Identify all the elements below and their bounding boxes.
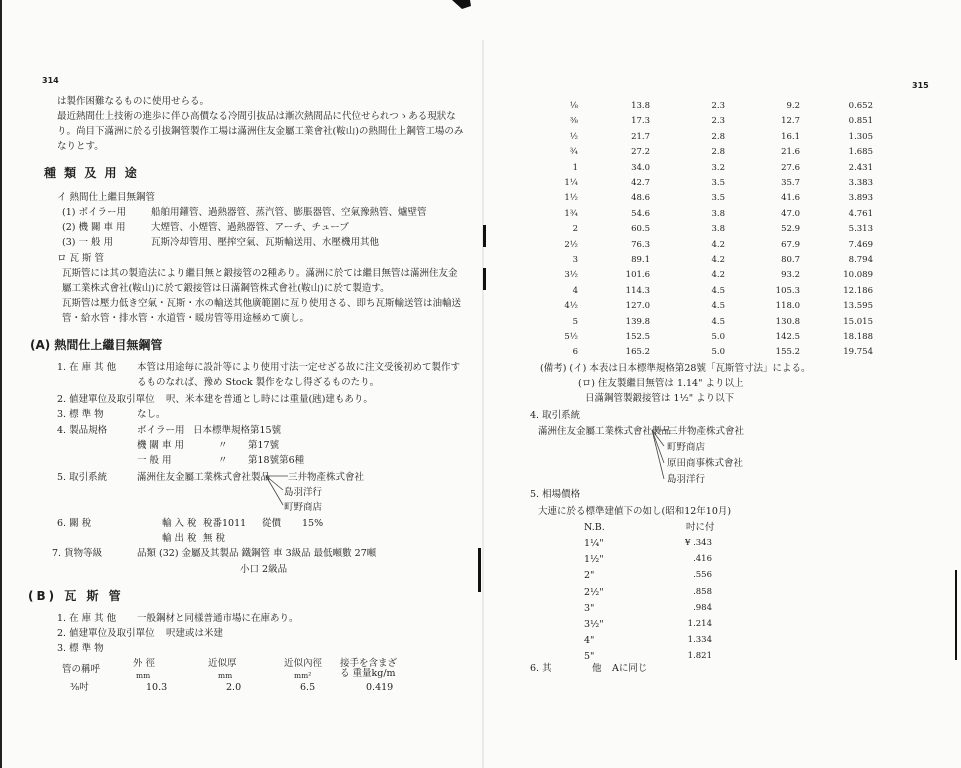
weight-cell: 0.851 [848,116,873,126]
size-cell: 5½ [564,332,578,342]
tariff-cell: 無 稅 [203,533,226,544]
thickness-cell: 2.8 [711,147,725,157]
item-label: 5. 取引系統 [57,472,108,483]
price-value: .858 [693,587,712,597]
thickness-cell: 4.2 [711,240,725,250]
table-cell: 2.0 [226,682,242,693]
thickness-cell: 3.2 [711,163,725,173]
ditto-mark: 〃 [218,440,228,451]
weight-cell: 19.754 [843,347,873,357]
item-label: 3. 標 準 物 [57,643,104,654]
item-text: 本管は用途毎に設計等により使用寸法一定せざる故に注文受後初めて製作す [137,362,461,373]
outer-diameter-cell: 101.6 [625,270,650,280]
size-cell: 1¾ [564,209,578,219]
item-label: 3. 標 準 物 [57,409,104,420]
inner-diameter-cell: 12.7 [781,116,800,126]
tariff-cell: 從價 [262,518,282,529]
weight-cell: 5.313 [848,224,873,234]
note-line: 日滿鋼管製鍛接管は 1½" より以下 [585,393,735,404]
outer-diameter-cell: 114.3 [625,286,650,296]
thickness-cell: 4.2 [711,270,725,280]
item-text: 一般鋼材と同樣普通市場に在庫あり。 [137,613,299,624]
thickness-cell: 5.0 [711,332,725,342]
page-number-right: 315 [912,81,929,90]
tariff-cell: 15% [302,518,324,529]
table-header-unit: mm² [294,671,312,680]
tariff-cell: 輸 出 稅 [162,533,197,544]
thickness-cell: 3.5 [711,178,725,188]
table-cell: 10.3 [146,682,168,693]
size-cell: 1½ [564,193,578,203]
spec-key: ボイラー用 [137,425,185,436]
item-label: 5. 相場價格 [530,489,581,500]
use-text: 瓦斯冷却管用、壓搾空氣、瓦斯輸送用、水壓機用其他 [151,237,380,248]
dealer-source: 滿洲住友金屬工業株式會社製品 [538,426,672,437]
weight-cell: 15.015 [843,317,873,327]
size-cell: ¾ [569,147,578,157]
inner-diameter-cell: 105.3 [775,286,800,296]
use-text: 大煙管、小煙管、過熱器管、アーチ、チューブ [151,222,349,233]
item-text: 呎、米本建を普通とし時には重量(瓲)建もあり。 [166,394,373,405]
price-intro: 大連に於る標準建値下の如し(昭和12年10月) [538,506,732,517]
price-size: 1¼" [584,538,604,549]
subsection-heading: ロ 瓦 斯 管 [57,253,105,264]
use-label: (2) 機 關 車 用 [62,222,126,233]
weight-cell: 7.469 [848,240,873,250]
gas-text: 管・給水管・排水管・水道管・暖房管等用途極めて廣し。 [62,313,310,324]
page-number-left: 314 [42,76,59,85]
outer-diameter-cell: 139.8 [625,317,650,327]
table-header: 近似內徑 [284,658,323,669]
inner-diameter-cell: 21.6 [781,147,800,157]
weight-cell: 10.089 [843,270,873,280]
outer-diameter-cell: 34.0 [631,163,650,173]
item-label: 他 [592,663,602,674]
margin-mark [483,225,486,247]
size-cell: 4½ [564,301,578,311]
dealer-name: 島羽洋行 [284,487,323,498]
inner-diameter-cell: 130.8 [775,317,800,327]
intro-line: 最近熱間仕上技術の進歩に伴ひ高價なる冷間引抜品は漸次熱間品に代位せられつゝある現狀な [57,111,456,122]
table-header: る 重量kg/m [340,668,396,679]
item-label: 4. 取引系統 [530,410,581,421]
tariff-cell: 輸 入 稅 [162,518,197,529]
dealer-name: 原田商事株式會社 [667,458,744,469]
gas-text: 瓦斯管は壓力低き空氣・瓦斯・水の輸送其他廣範圍に亙り使用さる、即ち瓦斯輸送管は油輸送 [62,298,462,309]
weight-cell: 1.685 [848,147,873,157]
inner-diameter-cell: 67.9 [781,240,800,250]
price-size: 4" [584,635,595,646]
outer-diameter-cell: 48.6 [631,193,650,203]
table-cell: 0.419 [366,682,394,693]
weight-cell: 3.893 [848,193,873,203]
thickness-cell: 4.5 [711,317,725,327]
section-b-title: (B) 瓦 斯 管 [28,589,124,603]
price-value: ¥ .343 [684,538,712,548]
margin-mark [483,268,486,290]
section-title: 種 類 及 用 途 [44,166,139,180]
thickness-cell: 3.8 [711,209,725,219]
outer-diameter-cell: 27.2 [631,147,650,157]
note-line: (備考) (イ) 本表は日本標準規格第28號「瓦斯管寸法」による。 [540,363,811,374]
weight-cell: 0.652 [848,101,873,111]
item-label: 6. 關 稅 [57,518,92,529]
outer-diameter-cell: 13.8 [631,101,650,111]
size-cell: 1¼ [564,178,578,188]
weight-cell: 2.431 [848,163,873,173]
weight-cell: 18.188 [843,332,873,342]
table-cell: ⅜吋 [70,682,89,693]
table-header-unit: mm [218,671,233,680]
size-cell: 2½ [564,240,578,250]
freight-class: 品類 (32) 金屬及其製品 鐵鋼管 車 3級品 最低噸數 27噸 [137,548,377,559]
use-text: 船舶用鑵管、過熱器管、蒸汽管、膨脹器管、空氣豫熱管、爐壁管 [151,207,427,218]
use-label: (1) ボイラー用 [62,207,126,218]
item-label: 2. 値建單位及取引單位 [57,628,155,639]
top-scan-mark [452,0,471,9]
item-label: 7. 貨物等級 [52,548,103,559]
thickness-cell: 2.3 [711,116,725,126]
outer-diameter-cell: 165.2 [625,347,650,357]
dealer-name: 島羽洋行 [667,474,706,485]
item-label: 6. 其 [530,663,552,674]
price-value: 1.334 [687,635,712,645]
intro-line: なりとす。 [57,141,104,152]
item-text: なし。 [137,409,166,420]
gas-text: 屬工業株式會社(鞍山)に於て鍛接管は日滿鋼管株式會社(鞍山)に於て製造す。 [62,283,390,294]
outer-diameter-cell: 17.3 [631,116,650,126]
inner-diameter-cell: 41.6 [781,193,800,203]
size-cell: 3½ [564,270,578,280]
thickness-cell: 4.2 [711,255,725,265]
price-value: .984 [693,603,712,613]
price-size: 3½" [584,619,604,630]
inner-diameter-cell: 80.7 [781,255,800,265]
price-value: 1.821 [687,651,712,661]
inner-diameter-cell: 9.2 [786,101,800,111]
inner-diameter-cell: 93.2 [781,270,800,280]
item-text: 呎建或は米建 [166,628,224,639]
weight-cell: 13.595 [843,301,873,311]
section-a-title: (A) 熱間仕上繼目無鋼管 [30,338,163,352]
outer-diameter-cell: 89.1 [631,255,650,265]
spec-value: 第17號 [248,440,280,451]
price-header: N.B. [584,522,605,533]
dealer-name: 三井物產株式會社 [668,426,745,437]
size-cell: 4 [572,286,578,296]
thickness-cell: 4.5 [711,286,725,296]
price-size: 1½" [584,554,604,565]
price-size: 3" [584,603,595,614]
weight-cell: 12.186 [843,286,873,296]
thickness-cell: 3.8 [711,224,725,234]
table-cell: 6.5 [300,682,316,693]
price-value: .556 [693,570,712,580]
size-cell: ⅛ [569,101,578,111]
subsection-heading: イ 熱間仕上繼目無鋼管 [57,192,156,203]
outer-diameter-cell: 76.3 [631,240,650,250]
gas-text: 瓦斯管には其の製造法により繼目無と鍛接管の2種あり。滿洲に於ては繼目無管は滿洲住友金 [62,268,458,279]
price-size: 2½" [584,587,604,598]
dealer-source: 滿洲住友金屬工業株式會社製品 [137,472,271,483]
dealer-name: 町野商店 [667,442,706,453]
size-cell: ½ [569,132,578,142]
size-cell: 3 [572,255,578,265]
outer-diameter-cell: 42.7 [631,178,650,188]
spec-value: 第18號第6種 [248,455,305,466]
thickness-cell: 4.5 [711,301,725,311]
thickness-cell: 3.5 [711,193,725,203]
outer-diameter-cell: 127.0 [625,301,650,311]
ditto-mark: 〃 [218,455,228,466]
margin-mark [478,548,481,592]
size-cell: 6 [572,347,578,357]
weight-cell: 1.305 [848,132,873,142]
table-header: 外 徑 [133,658,156,669]
inner-diameter-cell: 142.5 [775,332,800,342]
spec-key: 一 般 用 [137,455,172,466]
weight-cell: 3.383 [848,178,873,188]
thickness-cell: 2.8 [711,132,725,142]
price-value: .416 [693,554,712,564]
thickness-cell: 5.0 [711,347,725,357]
inner-diameter-cell: 35.7 [781,178,800,188]
table-header: 近似厚 [208,658,237,669]
size-cell: 1 [572,163,578,173]
inner-diameter-cell: 52.9 [781,224,800,234]
item-label: 2. 値建單位及取引單位 [57,394,155,405]
intro-line: り。尚目下滿洲に於る引拔鋼管製作工場は滿洲住友金屬工業會社(鞍山)の熱間仕上鋼管工場のみ [57,126,464,137]
outer-diameter-cell: 60.5 [631,224,650,234]
spec-value: 日本標準規格第15號 [193,425,282,436]
price-size: 2" [584,570,595,581]
freight-class: 小口 2級品 [240,564,288,575]
thickness-cell: 2.3 [711,101,725,111]
note-line: (ロ) 住友製繼目無管は 1.14" より以上 [578,378,744,389]
item-text: Aに同じ [612,663,648,674]
item-label: 4. 製品規格 [57,425,108,436]
weight-cell: 4.761 [848,209,873,219]
weight-cell: 8.794 [848,255,873,265]
use-label: (3) 一 般 用 [62,237,114,248]
inner-diameter-cell: 27.6 [781,163,800,173]
inner-diameter-cell: 155.2 [775,347,800,357]
tariff-cell: 稅番1011 [203,518,247,529]
item-text: るものなれば、豫め Stock 製作をなし得ざるものたり。 [137,377,380,388]
intro-line: は製作困難なるものに使用せらる。 [57,96,210,107]
outer-diameter-cell: 54.6 [631,209,650,219]
item-label: 1. 在 庫 其 他 [57,362,117,373]
table-header-unit: mm [136,671,151,680]
size-cell: 2 [572,224,578,234]
inner-diameter-cell: 16.1 [781,132,800,142]
dealer-name: 町野商店 [284,502,323,513]
price-header: 吋に付 [686,522,715,533]
size-cell: 5 [572,317,578,327]
outer-diameter-cell: 152.5 [625,332,650,342]
price-value: 1.214 [687,619,712,629]
inner-diameter-cell: 47.0 [781,209,800,219]
size-cell: ⅜ [569,116,578,126]
margin-mark [955,570,957,660]
inner-diameter-cell: 118.0 [775,301,800,311]
spec-key: 機 關 車 用 [137,440,185,451]
dealer-name: 三井物產株式會社 [288,472,365,483]
price-size: 5" [584,651,595,662]
item-label: 1. 在 庫 其 他 [57,613,117,624]
table-header: 管の稱呼 [62,664,101,675]
outer-diameter-cell: 21.7 [631,132,650,142]
table-header: 接手を含まざ [340,658,398,669]
